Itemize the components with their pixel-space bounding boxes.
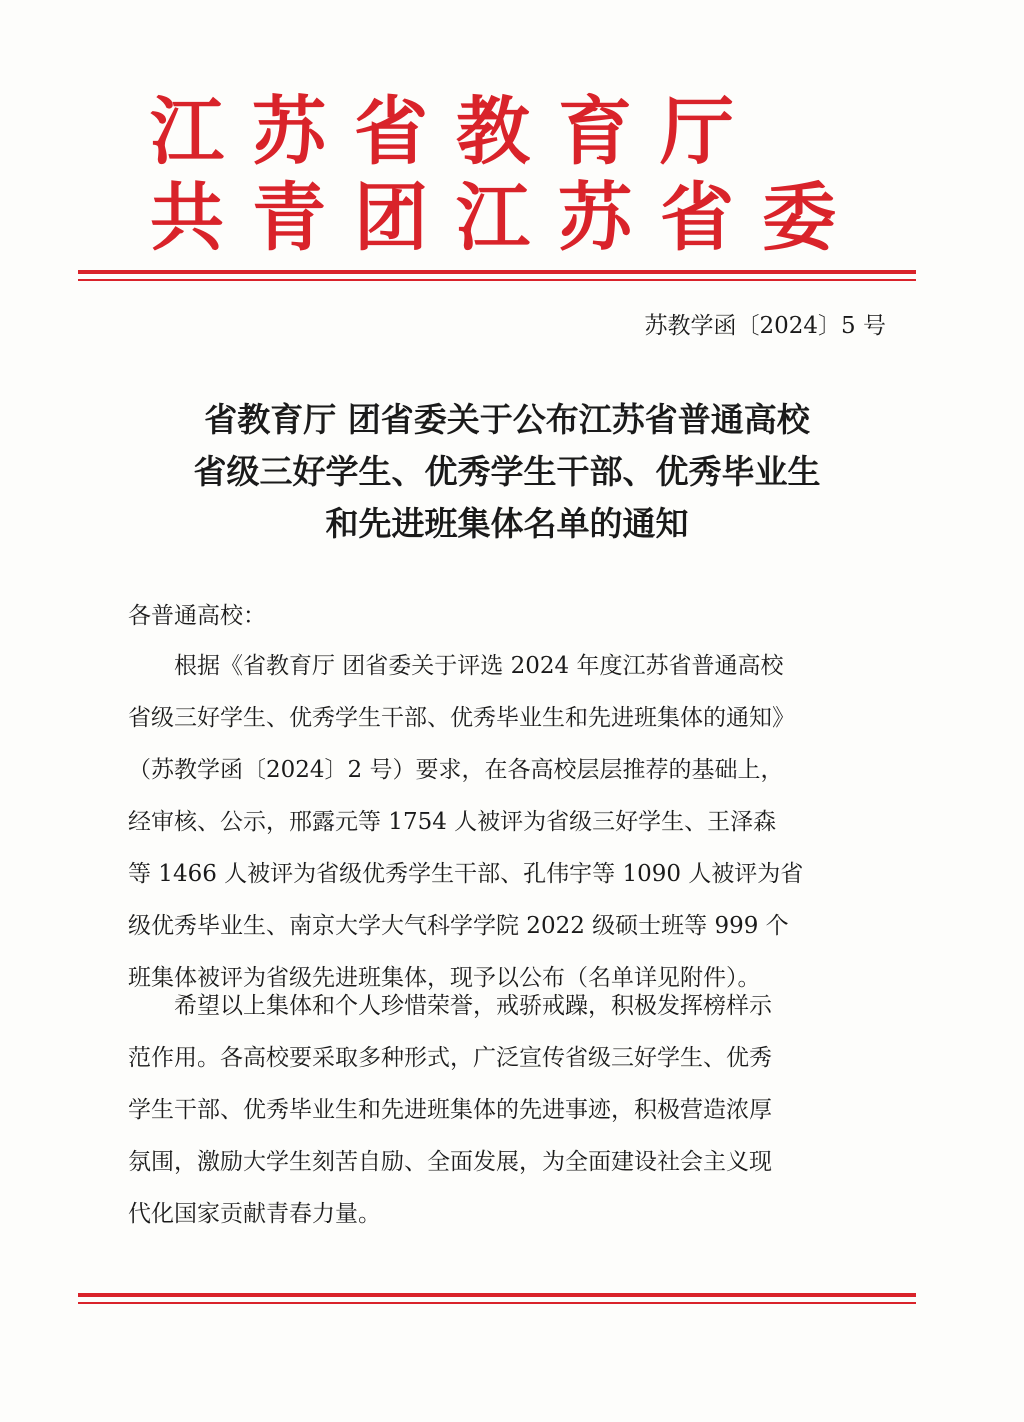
paragraph-line: 氛围，激励大学生刻苦自励、全面发展，为全面建设社会主义现 [128, 1149, 772, 1175]
document-number: 苏教学函〔2024〕5 号 [644, 313, 886, 339]
paragraph-line: 省级三好学生、优秀学生干部、优秀毕业生和先进班集体的通知》 [128, 705, 795, 731]
document-title [100, 394, 914, 550]
header-red-rule-thick [78, 270, 916, 274]
issuer-name-youth-league: 共青团江苏省委 [150, 175, 864, 261]
salutation: 各普通高校： [128, 603, 266, 629]
header-red-rule-thin [78, 279, 916, 281]
issuer-name-education-department: 江苏省教育厅 [150, 89, 762, 175]
title-line: 省级三好学生、优秀学生干部、优秀毕业生 [193, 452, 821, 491]
paragraph-line: 希望以上集体和个人珍惜荣誉，戒骄戒躁，积极发挥榜样示 [174, 993, 772, 1019]
title-line: 和先进班集体名单的通知 [325, 504, 689, 543]
body-paragraph-expectations [128, 980, 888, 1240]
title-line: 省教育厅 团省委关于公布江苏省普通高校 [204, 400, 810, 439]
paragraph-line: 根据《省教育厅 团省委关于评选 2024 年度江苏省普通高校 [174, 653, 784, 679]
paragraph-line: 等 1466 人被评为省级优秀学生干部、孔伟宇等 1090 人被评为省 [128, 861, 804, 887]
paragraph-line: 代化国家贡献青春力量。 [128, 1201, 381, 1227]
paragraph-line: 班集体被评为省级先进班集体，现予以公布（名单详见附件）。 [128, 965, 761, 991]
paragraph-line: 范作用。各高校要采取多种形式，广泛宣传省级三好学生、优秀 [128, 1045, 772, 1071]
paragraph-line: 级优秀毕业生、南京大学大气科学学院 2022 级硕士班等 999 个 [128, 913, 789, 939]
paragraph-line: 学生干部、优秀毕业生和先进班集体的先进事迹，积极营造浓厚 [128, 1097, 772, 1123]
paragraph-line: 经审核、公示，邢露元等 1754 人被评为省级三好学生、王泽森 [128, 809, 777, 835]
footer-red-rule-thick [78, 1293, 916, 1297]
footer-red-rule-thin [78, 1302, 916, 1304]
paragraph-line: （苏教学函〔2024〕2 号）要求，在各高校层层推荐的基础上， [128, 757, 784, 783]
body-paragraph-announcement [128, 640, 888, 1004]
